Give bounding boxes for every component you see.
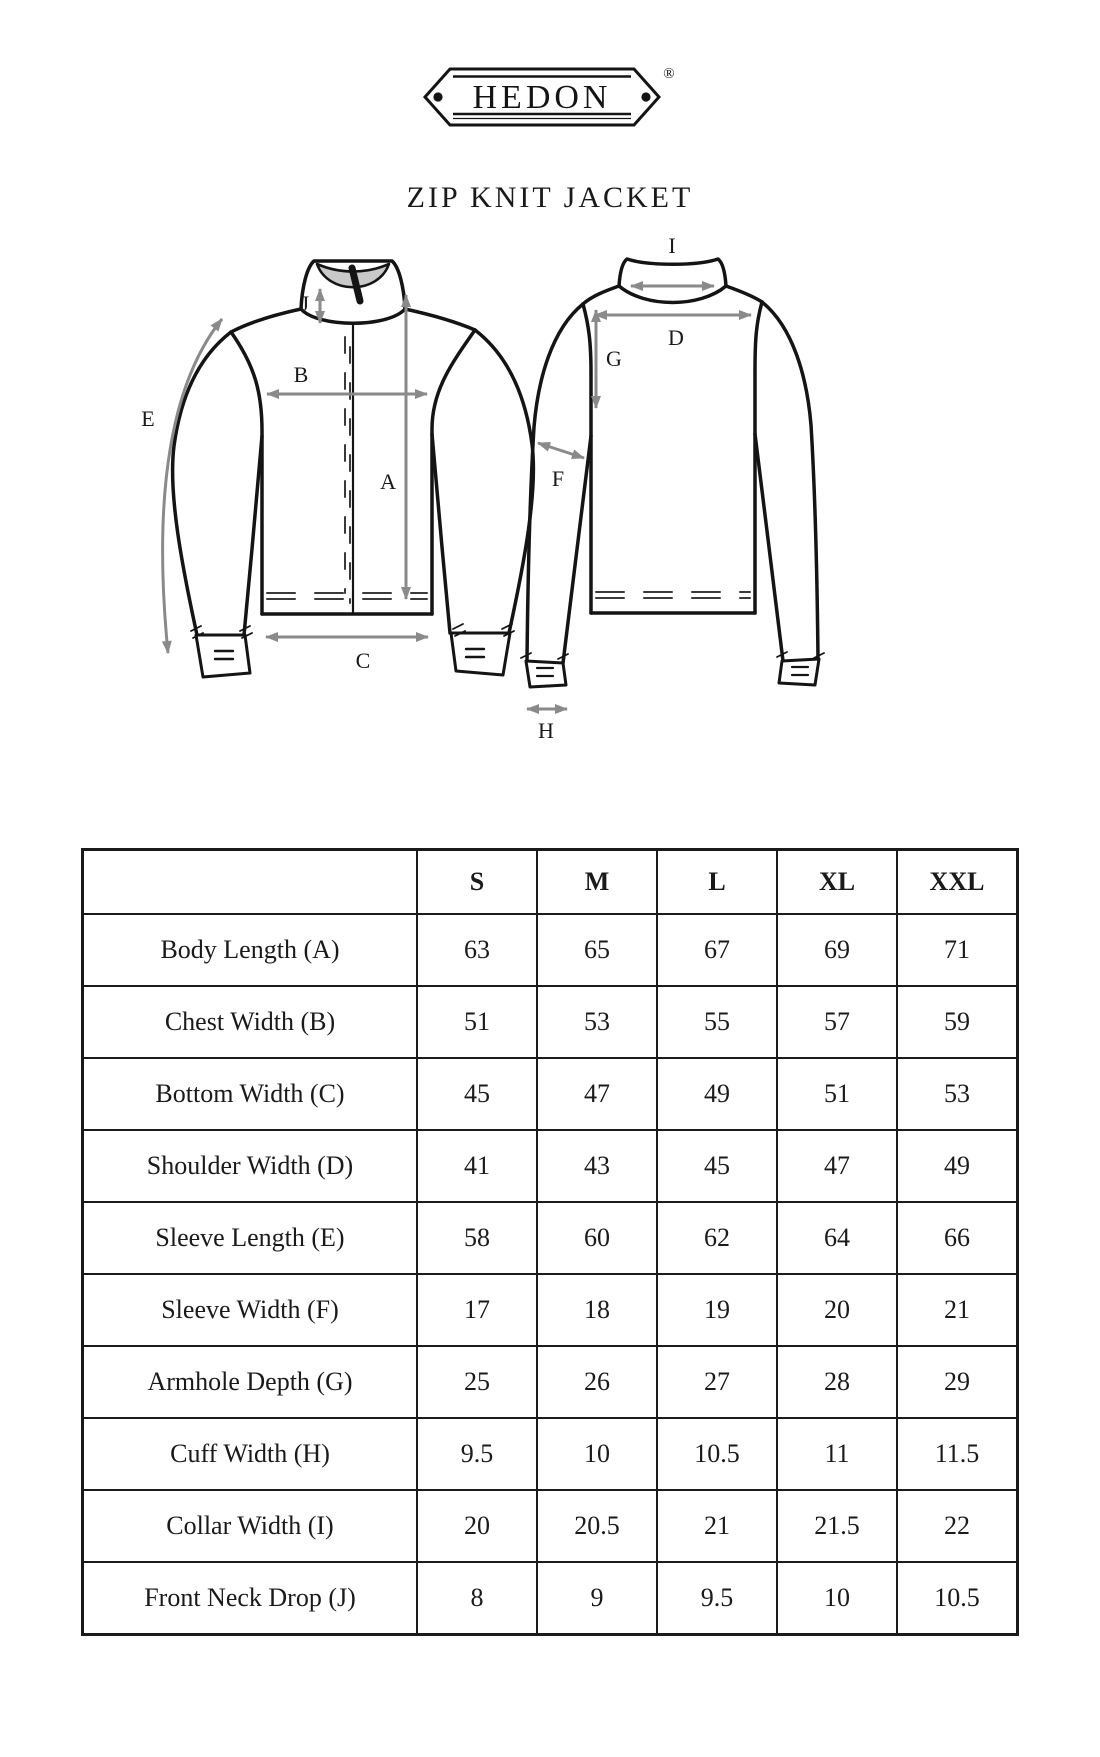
measurement-value: 20 — [417, 1490, 537, 1562]
measurement-value: 11 — [777, 1418, 897, 1490]
measurement-value: 11.5 — [897, 1418, 1018, 1490]
measurement-value: 19 — [657, 1274, 777, 1346]
arrow-F-sleeve-width — [538, 443, 584, 458]
measurement-value: 58 — [417, 1202, 537, 1274]
measurement-value: 57 — [777, 986, 897, 1058]
back-left-cuff — [526, 661, 566, 687]
measurement-value: 20.5 — [537, 1490, 657, 1562]
measurement-value: 49 — [657, 1058, 777, 1130]
measurement-label: Sleeve Width (F) — [83, 1274, 418, 1346]
measurement-value: 53 — [537, 986, 657, 1058]
front-view-sketch — [173, 261, 534, 677]
back-collar-outline — [619, 259, 726, 286]
measure-label-H: H — [538, 718, 554, 743]
brand-name: HEDON — [472, 79, 612, 116]
measurement-value: 18 — [537, 1274, 657, 1346]
measurement-value: 69 — [777, 914, 897, 986]
measurement-value: 47 — [537, 1058, 657, 1130]
measurement-value: 26 — [537, 1346, 657, 1418]
size-chart-header-row — [83, 850, 1018, 915]
measurement-value: 53 — [897, 1058, 1018, 1130]
measure-label-E: E — [141, 406, 155, 431]
empty-header-cell — [83, 850, 418, 915]
front-right-side — [432, 330, 475, 614]
measure-label-J: J — [300, 291, 309, 316]
measurement-value: 51 — [417, 986, 537, 1058]
front-left-shoulder — [231, 309, 301, 332]
measurement-value: 45 — [417, 1058, 537, 1130]
measurement-value: 27 — [657, 1346, 777, 1418]
size-chart-row — [83, 1346, 1018, 1418]
size-chart-row — [83, 1058, 1018, 1130]
size-column-header-m: M — [537, 850, 657, 915]
measure-label-B: B — [293, 362, 309, 387]
back-collar-bottom — [619, 286, 726, 303]
measurement-value: 10.5 — [897, 1562, 1018, 1635]
measurement-value: 9 — [537, 1562, 657, 1635]
size-column-header-xxl: XXL — [897, 850, 1018, 915]
measurement-label: Shoulder Width (D) — [83, 1130, 418, 1202]
size-chart-table — [81, 848, 1019, 1636]
measurement-value: 10.5 — [657, 1418, 777, 1490]
measure-label-C: C — [355, 648, 371, 673]
measurement-value: 41 — [417, 1130, 537, 1202]
front-right-cuff — [451, 633, 510, 675]
front-right-shoulder — [405, 309, 475, 330]
back-right-cuff — [779, 659, 819, 685]
measurement-value: 67 — [657, 914, 777, 986]
size-chart-row — [83, 1274, 1018, 1346]
measurement-value: 21 — [897, 1274, 1018, 1346]
back-left-sleeve-inner — [563, 436, 591, 663]
measurement-diagram — [0, 231, 1100, 796]
size-column-header-s: S — [417, 850, 537, 915]
measurement-label: Front Neck Drop (J) — [83, 1562, 418, 1635]
logo-right-dot — [641, 92, 650, 101]
registered-trademark-symbol: ® — [663, 66, 675, 82]
measurement-value: 62 — [657, 1202, 777, 1274]
measurement-value: 60 — [537, 1202, 657, 1274]
measurement-value: 21 — [657, 1490, 777, 1562]
brand-logo — [422, 62, 678, 137]
measurement-label: Body Length (A) — [83, 914, 418, 986]
measurement-value: 8 — [417, 1562, 537, 1635]
size-chart-row — [83, 1562, 1018, 1635]
measurement-label: Cuff Width (H) — [83, 1418, 418, 1490]
measure-label-F: F — [551, 466, 565, 491]
measurement-value: 66 — [897, 1202, 1018, 1274]
brand-logo-badge — [422, 62, 678, 132]
measurement-value: 22 — [897, 1490, 1018, 1562]
front-left-cuff — [196, 635, 250, 677]
back-left-shoulder — [583, 286, 619, 304]
back-right-sleeve-inner — [755, 434, 783, 661]
size-chart-row — [83, 1490, 1018, 1562]
measure-label-A: A — [380, 469, 396, 494]
front-right-sleeve-outer — [475, 330, 533, 633]
back-right-shoulder — [726, 286, 762, 302]
measurement-value: 29 — [897, 1346, 1018, 1418]
measurement-value: 20 — [777, 1274, 897, 1346]
measurement-value: 17 — [417, 1274, 537, 1346]
measurement-value: 21.5 — [777, 1490, 897, 1562]
size-chart-row — [83, 914, 1018, 986]
measurement-value: 45 — [657, 1130, 777, 1202]
measure-label-G: G — [606, 346, 622, 371]
measurement-label: Sleeve Length (E) — [83, 1202, 418, 1274]
measurement-value: 47 — [777, 1130, 897, 1202]
measurement-value: 64 — [777, 1202, 897, 1274]
measurement-value: 59 — [897, 986, 1018, 1058]
front-left-sleeve-inner — [244, 436, 262, 635]
measurement-value: 71 — [897, 914, 1018, 986]
measure-label-I: I — [668, 233, 676, 258]
measurement-value: 65 — [537, 914, 657, 986]
front-right-sleeve-inner — [432, 434, 450, 633]
measurement-value: 25 — [417, 1346, 537, 1418]
measurement-value: 28 — [777, 1346, 897, 1418]
size-chart-row — [83, 1130, 1018, 1202]
size-column-header-xl: XL — [777, 850, 897, 915]
measurement-value: 9.5 — [417, 1418, 537, 1490]
page-title: ZIP KNIT JACKET — [406, 181, 694, 214]
jacket-flat-sketch — [0, 231, 1100, 791]
measurement-value: 51 — [777, 1058, 897, 1130]
measurement-value: 9.5 — [657, 1562, 777, 1635]
size-column-header-l: L — [657, 850, 777, 915]
front-left-sleeve-outer — [173, 332, 231, 635]
brand-header — [0, 0, 1100, 137]
measurement-label: Bottom Width (C) — [83, 1058, 418, 1130]
measurement-label: Collar Width (I) — [83, 1490, 418, 1562]
size-chart-row — [83, 986, 1018, 1058]
measurement-value: 10 — [777, 1562, 897, 1635]
measurement-label: Armhole Depth (G) — [83, 1346, 418, 1418]
measure-label-D: D — [668, 325, 684, 350]
front-neckline — [301, 309, 405, 323]
measurement-value: 49 — [897, 1130, 1018, 1202]
measurement-value: 10 — [537, 1418, 657, 1490]
back-right-sleeve-outer — [762, 302, 818, 659]
size-chart-row — [83, 1418, 1018, 1490]
logo-left-dot — [433, 92, 442, 101]
measurement-value: 63 — [417, 914, 537, 986]
back-view-sketch — [521, 259, 824, 687]
measurement-value: 55 — [657, 986, 777, 1058]
measurement-value: 43 — [537, 1130, 657, 1202]
measurement-label: Chest Width (B) — [83, 986, 418, 1058]
size-chart-row — [83, 1202, 1018, 1274]
